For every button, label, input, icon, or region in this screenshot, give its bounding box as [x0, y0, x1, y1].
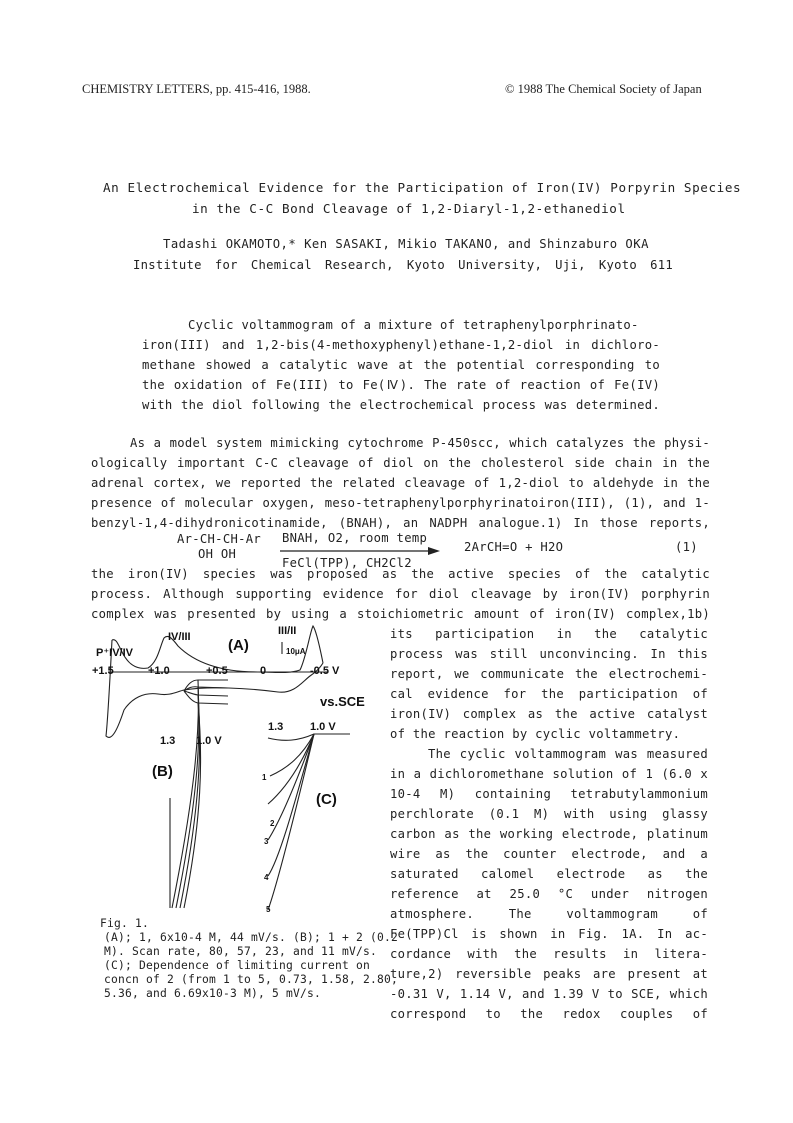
c-curve-label-1: 1 [262, 773, 267, 782]
body-line: atmosphere. The voltammogram of [390, 907, 708, 921]
panel-b-label: (B) [152, 763, 173, 780]
caption-line: Fig. 1. [100, 917, 150, 930]
panel-c-traces [268, 734, 350, 910]
equation-conditions-above: BNAH, O2, room temp [282, 531, 428, 545]
body-line: ologically important C-C cleavage of diol on the cholesterol side chain in the [91, 456, 710, 470]
abstract-line: with the diol following the electrochemical process was determined. [142, 398, 660, 412]
abstract-line: methane showed a catalytic wave at the potential corresponding to [142, 358, 660, 372]
couple-iii-ii-label: III/II [278, 625, 297, 637]
body-line: cal evidence for the participation of [390, 687, 708, 701]
body-line: of the reaction by cyclic voltammetry. [390, 727, 681, 741]
vs-sce-label: vs.SCE [320, 694, 365, 709]
caption-line: (C); Dependence of limiting current on [104, 959, 371, 972]
panel-c-label: (C) [316, 791, 337, 808]
body-line: report, we communicate the electrochemi- [390, 667, 708, 681]
body-line: in a dichloromethane solution of 1 (6.0 x [390, 767, 708, 781]
journal-header: CHEMISTRY LETTERS, pp. 415-416, 1988. [82, 82, 311, 96]
caption-line: concn of 2 (from 1 to 5, 0.73, 1.58, 2.80, [104, 973, 399, 986]
caption-line: (A); 1, 6x10-4 M, 44 mV/s. (B); 1 + 2 (0.2 [104, 931, 399, 944]
body-line: process was still unconvincing. In this [390, 647, 708, 661]
body-line: carbon as the working electrode, platinum [390, 827, 708, 841]
body-line: its participation in the catalytic [390, 627, 708, 641]
author-list: Tadashi OKAMOTO,* Ken SASAKI, Mikio TAKANO, and Shinzaburo OKA [163, 237, 649, 251]
body-line: perchlorate (0.1 M) with using glassy [390, 807, 708, 821]
c-curve-label-5: 5 [266, 905, 271, 914]
panel-c-tick-1-3: 1.3 [268, 721, 284, 733]
tick-plus-1-5: +1.5 [92, 665, 114, 677]
c-curve-label-4: 4 [264, 873, 269, 882]
body-line: ture,2) reversible peaks are present at [390, 967, 708, 981]
abstract-line: Cyclic voltammogram of a mixture of tetraphenylporphrinato- [188, 318, 639, 332]
abstract-line: iron(III) and 1,2-bis(4-methoxyphenyl)ethane-1,2-diol in dichloro- [142, 338, 660, 352]
panel-b-tick-1-3: 1.3 [160, 735, 176, 747]
c-curve-label-2: 2 [270, 819, 275, 828]
panel-a-scale-label: 10μA [286, 647, 306, 656]
equation-reactant-oh: OH OH [198, 547, 237, 561]
body-line: benzyl-1,4-dihydronicotinamide, (BNAH), an NADPH analogue.1) In those reports, [91, 516, 710, 530]
body-line: adrenal cortex, we reported the related cleavage of 1,2-diol to aldehyde in the [91, 476, 710, 490]
body-line: Fe(TPP)Cl is shown in Fig. 1A. In ac- [390, 927, 708, 941]
equation-conditions-below: FeCl(TPP), CH2Cl2 [282, 556, 412, 570]
body-line: 10-4 M) containing tetrabutylammonium [390, 787, 708, 801]
equation-products: 2ArCH=O + H2O [464, 540, 564, 554]
abstract-line: the oxidation of Fe(III) to Fe(Ⅳ). The rate of reaction of Fe(IV) [142, 378, 660, 392]
body-line: presence of molecular oxygen, meso-tetraphenylporphyrinatoiron(III), (1), and 1- [91, 496, 710, 510]
panel-a-label: (A) [228, 637, 249, 654]
body-line: reference at 25.0 °C under nitrogen [390, 887, 708, 901]
body-line: The cyclic voltammogram was measured [428, 747, 708, 761]
paper-title-line2: in the C-C Bond Cleavage of 1,2-Diaryl-1,2-ethanediol [192, 201, 626, 216]
tick-zero: 0 [260, 665, 267, 677]
reaction-arrow [280, 546, 440, 556]
body-line: As a model system mimicking cytochrome P-450scc, which catalyzes the physi- [130, 436, 710, 450]
couple-piv-iv-label: P⁺IV/IV [96, 647, 133, 659]
equation-number: (1) [675, 540, 698, 554]
caption-line: 5.36, and 6.69x10-3 M), 5 mV/s. [104, 987, 322, 1000]
copyright-notice: © 1988 The Chemical Society of Japan [505, 82, 702, 96]
caption-line: M). Scan rate, 80, 57, 23, and 11 mV/s. [104, 945, 378, 958]
figure-1-voltammograms [88, 618, 388, 918]
body-line: complex was presented by using a stoichiometric amount of iron(IV) complex,1b) [91, 607, 710, 621]
body-line: iron(IV) complex as the active catalyst [390, 707, 708, 721]
body-line: cordance with the results in litera- [390, 947, 708, 961]
tick-minus-0-5: -0.5 V [310, 665, 340, 677]
c-curve-label-3: 3 [264, 837, 269, 846]
body-line: the iron(IV) species was proposed as the active species of the catalytic [91, 567, 710, 581]
tick-plus-1-0: +1.0 [148, 665, 170, 677]
tick-plus-0-5: +0.5 [206, 665, 228, 677]
body-line: -0.31 V, 1.14 V, and 1.39 V to SCE, which [390, 987, 708, 1001]
body-line: process. Although supporting evidence for diol cleavage by iron(IV) porphyrin [91, 587, 710, 601]
panel-c-tick-1-0: 1.0 V [310, 721, 336, 733]
panel-b-traces [170, 680, 228, 908]
body-line: wire as the counter electrode, and a [390, 847, 708, 861]
couple-iv-iii-label: IV/III [168, 631, 191, 643]
body-line: correspond to the redox couples of [390, 1007, 708, 1021]
body-line: saturated calomel electrode as the [390, 867, 708, 881]
panel-b-tick-1-0: 1.0 V [196, 735, 222, 747]
paper-title-line1: An Electrochemical Evidence for the Participation of Iron(IV) Porpyrin Species [103, 180, 742, 195]
affiliation: Institute for Chemical Research, Kyoto University, Uji, Kyoto 611 [133, 258, 673, 272]
equation-reactant: Ar-CH-CH-Ar [177, 532, 262, 546]
